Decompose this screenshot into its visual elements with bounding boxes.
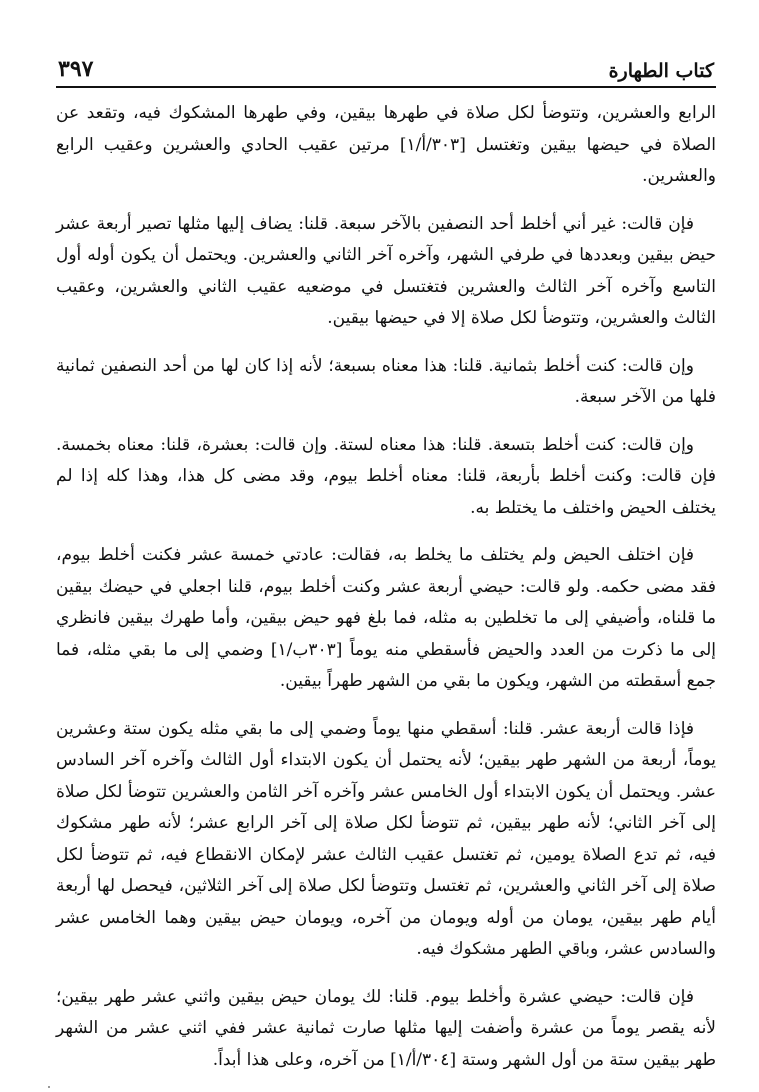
running-title: كتاب الطهارة (608, 60, 714, 82)
header-rule (56, 86, 716, 88)
paragraph-4: وإن قالت: كنت أخلط بتسعة. قلنا: هذا معناه لستة. وإن قالت: بعشرة، قلنا: معناه بخمسة. فإن قالت: وكنت أخلط بأربعة، قلنا: معناه أخلط بيوم، وقد مضى كل هذا، وهذا كله إذا لم يختلف الحيض واختلف ما يختلط به. (56, 434, 716, 518)
paragraph-3: وإن قالت: كنت أخلط بثمانية. قلنا: هذا معناه بسبعة؛ لأنه إذا كان لها من أحد النصفين ثمانية فلها من الآخر سبعة. (56, 355, 716, 407)
page-header (56, 44, 716, 82)
scan-speck (48, 1086, 50, 1088)
paragraph-1: الرابع والعشرين، وتتوضأ لكل صلاة في طهرها بيقين، وفي طهرها المشكوك فيه، وتقعد عن الصلاة في حيضها بيقين وتغتسل [٣٠٣/أ/١] مرتين عقيب الحادي والعشرين وعقيب الرابع والعشرين. (56, 103, 716, 186)
book-page (56, 44, 716, 1092)
paragraph-6: فإذا قالت أربعة عشر. قلنا: أسقطي منها يوماً وضمي إلى ما بقي مثله يكون ستة وعشرين يوماً، أربعة من الشهر طهر بيقين؛ لأنه يحتمل أن يكون الابتداء أول الثالث وآخره آخر السادس عشر. ويحتمل أن يكون الابتداء أول الخامس عشر وآخره آخر الثامن والعشرين تتوضأ لكل صلاة إلى آخر الثاني؛ لأنه طهر بيقين، ثم تتوضأ لكل صلاة إلى آخر الرابع عشر؛ لأنه طهر مشكوك فيه، ثم تدع الصلاة يومين، ثم تغتسل عقيب الثالث عشر لإمكان الانقطاع فيه، ثم تتوضأ لكل صلاة إلى آخر الثاني والعشرين، ثم تغتسل وتتوضأ لكل صلاة إلى آخر الثلاثين، فيحصل لها أربعة أيام طهر بيقين، يومان من أوله ويومان من آخره، ويومان حيض بيقين وهما الخامس عشر والسادس عشر، وباقي الطهر مشكوك فيه. (56, 718, 716, 959)
paragraph-5: فإن اختلف الحيض ولم يختلف ما يخلط به، فقالت: عادتي خمسة عشر فكنت أخلط بيوم، فقد مضى حكمه. ولو قالت: حيضي أربعة عشر وكنت أخلط بيوم، قلنا اجعلي في حيضك بيقين ما قلناه، وأضيفي إلى ما تخلطين به مثله، فما بلغ فهو حيض بيقين، وأما طهرك بيقين فانظري إلى ما ذكرت من العدد والحيض فأسقطي منه يوماً [٣٠٣ب/١] وضمي إلى ما بقي مثله، فما جمع أسقطته من الشهر، ويكون ما بقي من الشهر طهراً بيقين. (56, 545, 716, 691)
paragraph-7: فإن قالت: حيضي عشرة وأخلط بيوم. قلنا: لك يومان حيض بيقين واثني عشر طهر بيقين؛ لأنه يقصر يوماً من عشرة وأضفت إليها مثلها صارت ثمانية عشر ففي اثني عشر من الشهر طهر بيقين ستة من أول الشهر وستة [٣٠٤/أ/١] من آخره، وعلى هذا أبداً. (56, 986, 716, 1070)
page-number: ٣٩٧ (58, 56, 94, 82)
paragraph-2: فإن قالت: غير أني أخلط أحد النصفين بالآخر سبعة. قلنا: يضاف إليها مثلها تصير أربعة عشر حيض بيقين وبعددها في طرفي الشهر، وآخره آخر الثاني والعشرين. ويحتمل أن يكون أوله أول التاسع وآخره آخر الثالث والعشرين فتغتسل في موضعيه عقيب الثاني والعشرين، وعقيب الثالث والعشرين، وتتوضأ لكل صلاة إلا في حيضها بيقين. (56, 213, 716, 328)
